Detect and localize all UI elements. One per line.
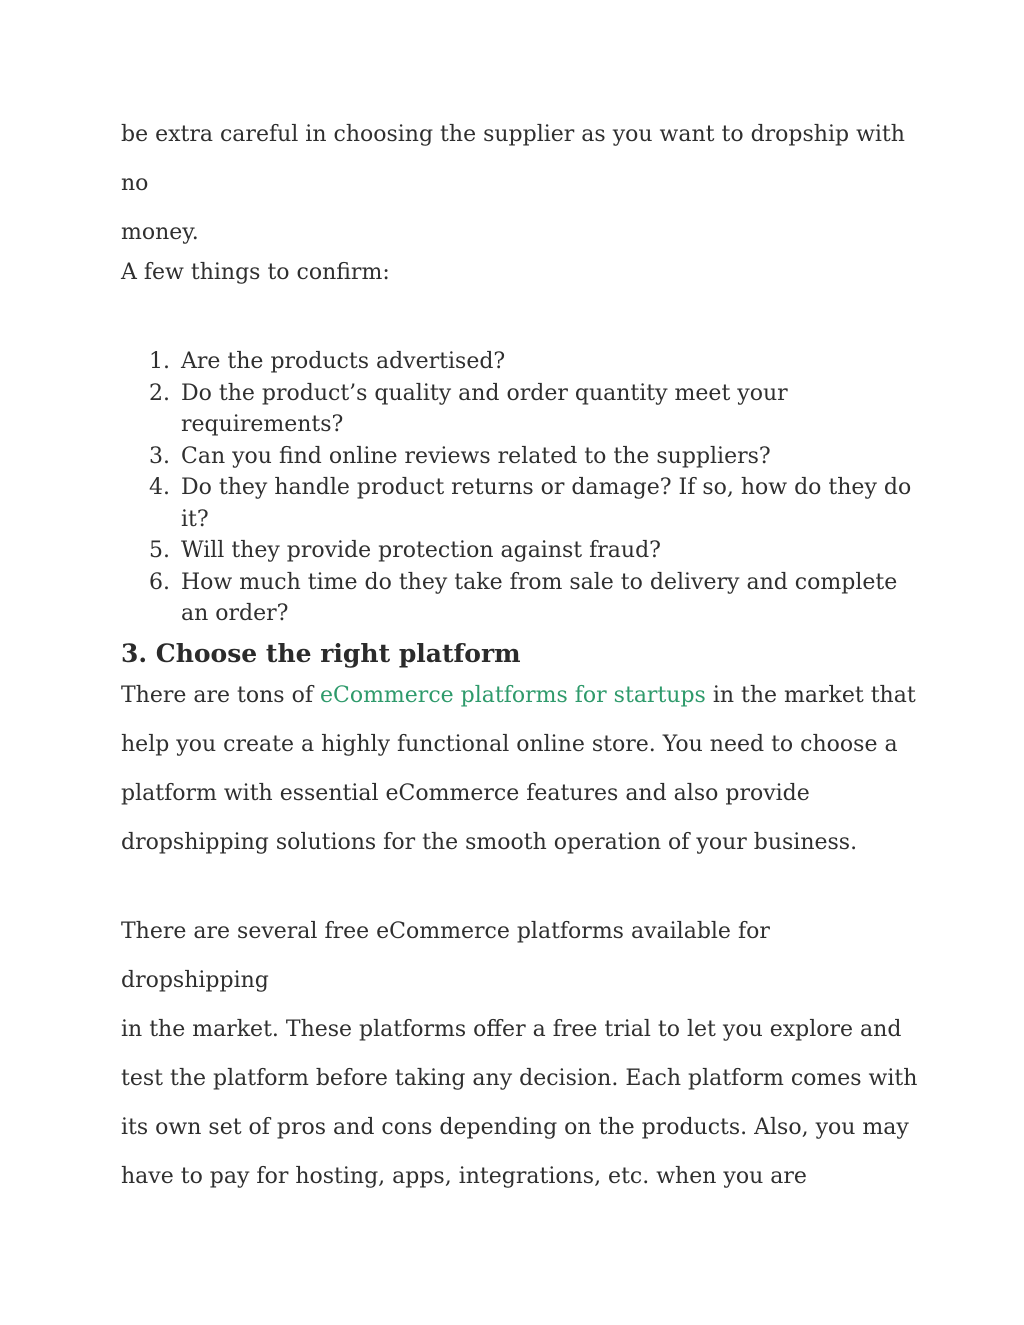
list-item-number: 4. — [149, 475, 170, 500]
paragraph-line: its own set of pros and cons depending on the products. Also, you may — [121, 1115, 909, 1140]
list-item-text: Do they handle product returns or damage? If so, how do they do it? — [181, 475, 912, 532]
paragraph-things-to-confirm: A few things to confirm: — [121, 260, 390, 285]
list-item-text: Do the product’s quality and order quantity meet your requirements? — [181, 380, 788, 437]
confirm-checklist — [121, 346, 921, 630]
list-item-text: Will they provide protection against fraud? — [181, 538, 661, 563]
paragraph-line: test the platform before taking any decision. Each platform comes with — [121, 1066, 918, 1091]
list-item — [121, 535, 921, 567]
paragraph-line: platform with essential eCommerce features and also provide — [121, 781, 810, 806]
ecommerce-platforms-link[interactable]: eCommerce platforms for startups — [319, 683, 706, 708]
list-item-text: How much time do they take from sale to delivery and complete an order? — [181, 569, 898, 626]
paragraph-line: have to pay for hosting, apps, integrations, etc. when you are — [121, 1164, 807, 1189]
list-item — [121, 567, 921, 630]
list-item — [121, 378, 921, 441]
list-item-number: 5. — [149, 538, 170, 563]
paragraph-line: help you create a highly functional online store. You need to choose a — [121, 732, 898, 757]
paragraph-line: in the market. These platforms offer a free trial to let you explore and — [121, 1017, 902, 1042]
section-heading: 3. Choose the right platform — [121, 639, 521, 668]
list-item-text: Are the products advertised? — [181, 349, 506, 374]
list-item — [121, 472, 921, 535]
paragraph-line: be extra careful in choosing the supplier as you want to dropship with no — [121, 122, 905, 196]
paragraph-line — [121, 671, 921, 720]
paragraph-supplier-care — [121, 110, 921, 257]
list-item-number: 2. — [149, 380, 170, 406]
paragraph-free-platforms — [121, 907, 921, 1201]
list-item — [121, 441, 921, 473]
paragraph-text: in the market that — [705, 683, 916, 708]
list-item-number: 3. — [149, 443, 170, 469]
list-item — [121, 346, 921, 378]
list-item-number: 1. — [149, 349, 170, 374]
list-item-text: Can you find online reviews related to the suppliers? — [181, 443, 771, 469]
paragraph-text: There are tons of — [121, 683, 320, 708]
paragraph-line: money. — [121, 220, 199, 245]
paragraph-line: dropshipping solutions for the smooth operation of your business. — [121, 830, 858, 855]
list-item-number: 6. — [149, 569, 170, 595]
paragraph-platforms-intro — [121, 671, 921, 867]
paragraph-line: There are several free eCommerce platforms available for dropshipping — [121, 919, 770, 993]
